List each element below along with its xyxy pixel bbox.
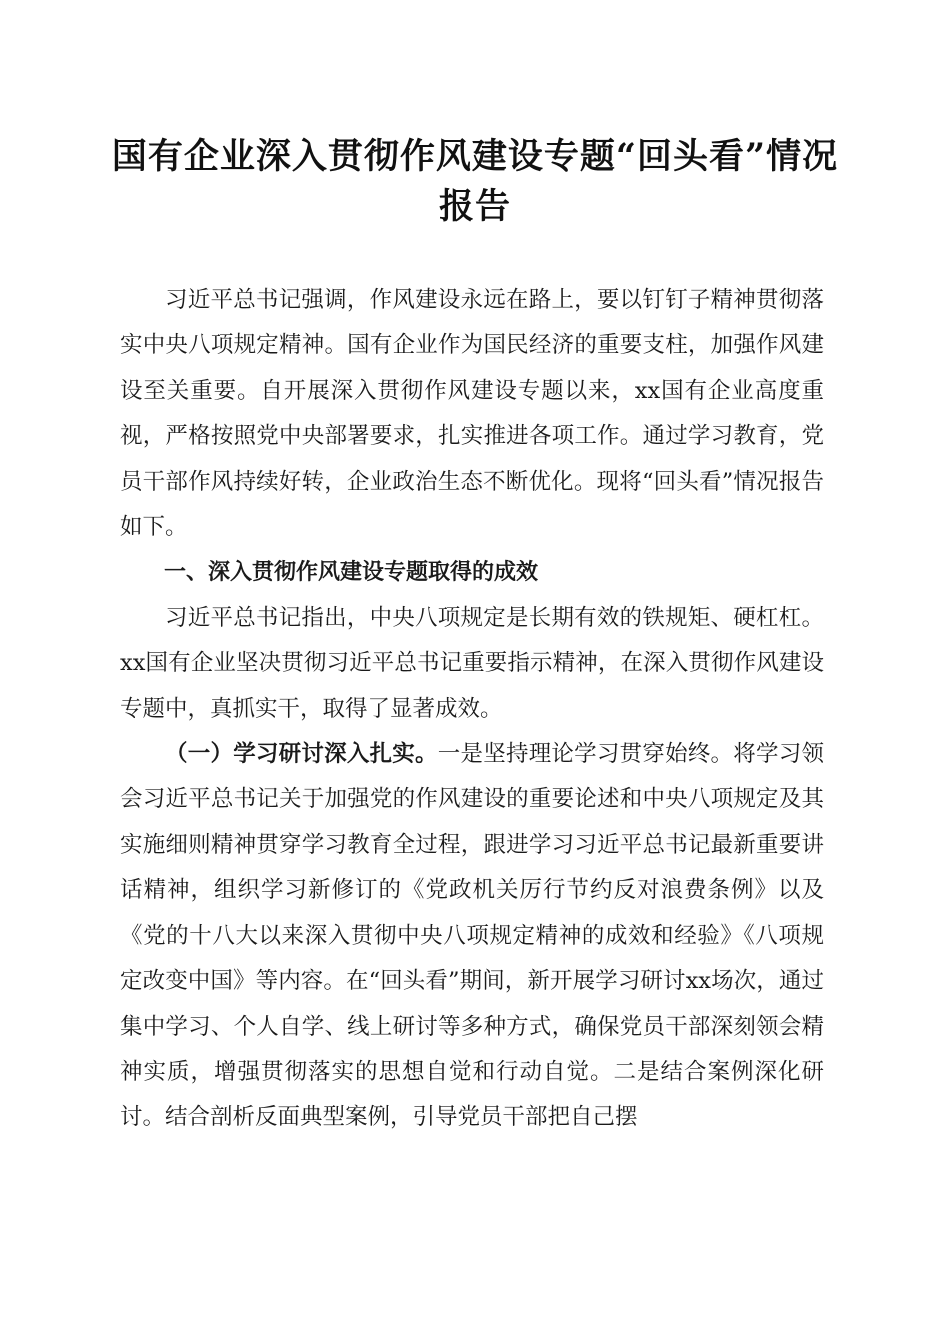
subsection-heading-1: （一）学习研讨深入扎实。: [165, 741, 438, 768]
document-title: 国有企业深入贯彻作风建设专题“回头看”情况报告: [111, 136, 839, 227]
subsection-1-body: 一是坚持理论学习贯穿始终。将学习领会习近平总书记关于加强党的作风建设的重要论述和中央八项规定及其实施细则精神贯穿学习教育全过程，跟进学习习近平总书记最新重要讲话精神，组织学习新修订的《党政机关厉行节约反对浪费条例》以及《党的十八大以来深入贯彻中央八项规定精神的成效和经验》《八项规定改变中国》等内容。在“回头看”期间，新开展学习研讨xx场次，通过集中学习、个人自学、线上研讨等多种方式，确保党员干部深刻领会精神实质，增强贯彻落实的思想自觉和行动自觉。二是结合案例深化研讨。结合剖析反面典型案例，引导党员干部把自己摆: [120, 741, 824, 1131]
subsection-1-paragraph: [120, 732, 824, 1141]
document-body: [120, 278, 824, 1141]
intro-paragraph: 习近平总书记强调，作风建设永远在路上，要以钉钉子精神贯彻落实中央八项规定精神。国有企业作为国民经济的重要支柱，加强作风建设至关重要。自开展深入贯彻作风建设专题以来，xx国有企业高度重视，严格按照党中央部署要求，扎实推进各项工作。通过学习教育，党员干部作风持续好转，企业政治生态不断优化。现将“回头看”情况报告如下。: [120, 287, 824, 541]
section-heading-1: 一、深入贯彻作风建设专题取得的成效: [164, 560, 539, 586]
section-1-intro-paragraph: 习近平总书记指出，中央八项规定是长期有效的铁规矩、硬杠杠。xx国有企业坚决贯彻习近平总书记重要指示精神，在深入贯彻作风建设专题中，真抓实干，取得了显著成效。: [120, 604, 824, 722]
